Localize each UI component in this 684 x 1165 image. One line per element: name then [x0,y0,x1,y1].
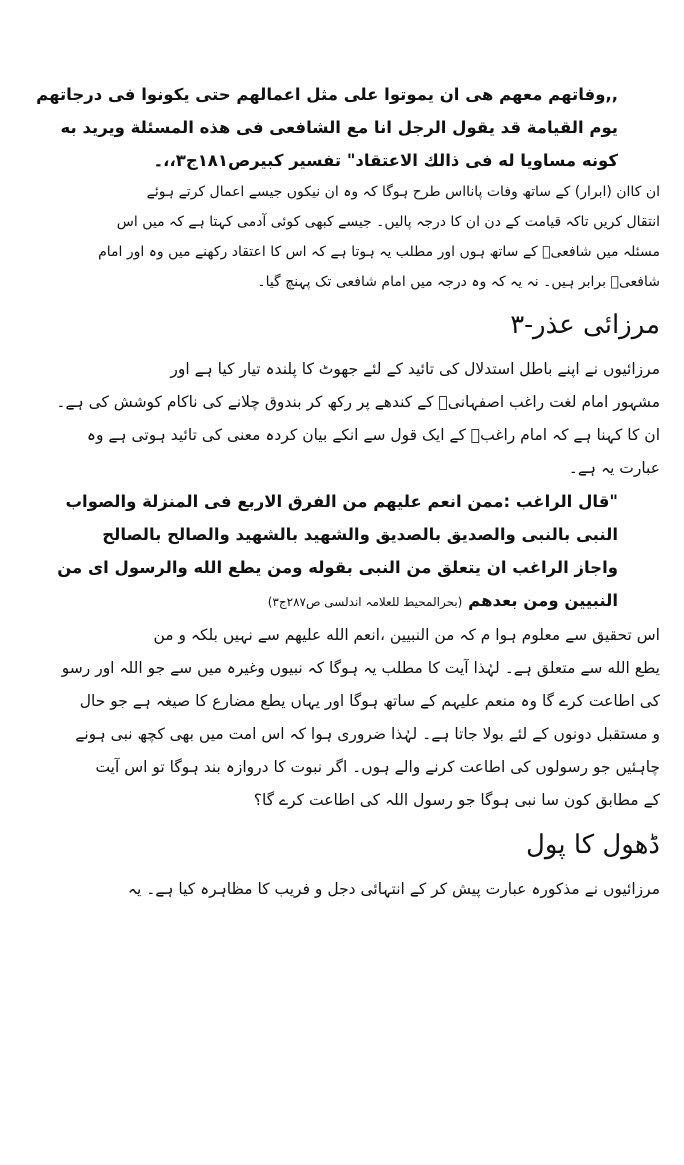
text-line [24,584,618,619]
text-line: کے مطابق کون سا نبی ہوگا جو رسول اللہ کی اطاعت کرے گا؟ [253,791,660,809]
text-line: چاہئیں جو رسولوں کی اطاعت کرنے والے ہوں۔ اگر نبوت کا دروازہ بند ہوگا تو اس آیت [95,758,660,776]
text-line: النبى بالنبى والصديق بالصديق والشهيد بالشهيد والصالح بالصالح [102,525,618,544]
paragraph [24,353,660,485]
section-heading-mirzai-objection-3: مرزائی عذر-۳ [510,310,660,340]
text-line: و مستقبل دونوں کے لئے بولا جاتا ہے۔ لہٰذا ضروری ہوا کہ اس امت میں بھی کچھ نبی ہونے [75,725,660,743]
text-line: ان کا کہنا ہے کہ امام راغبؒ کے ایک قول سے انکے بیان کردہ معنی کی تائید ہوتی ہے وہ [86,426,660,444]
paragraph [24,873,660,906]
document-page [24,78,660,906]
text-line: عبارت یہ ہے۔ [568,459,660,477]
text-line: يطع الله سے متعلق ہے۔ لہٰذا آیت کا مطلب یہ ہوگا کہ نبیوں وغیرہ میں سے جو اللہ اور رسو [61,659,660,677]
text-line: مشہور امام لغت راغب اصفہانیؒ کے کندھے پر رکھ کر بندوق چلانے کی ناکام کوشش کی ہے۔ [56,393,660,411]
arabic-quote-tafsir-kabir [24,78,660,177]
text-line: شافعیؒ برابر ہیں۔ نہ یہ کہ وہ درجہ میں امام شافعی تک پہنچ گیا۔ [257,274,660,290]
text-line: مرزائیوں نے مذکورہ عبارت پیش کر کے انتہائی دجل و فریب کا مظاہرہ کیا ہے۔ یہ [127,880,660,898]
paragraph [24,619,660,817]
text-line: ,,وفاتهم معهم هى ان يموتوا على مثل اعمالهم حتى يكونوا فى درجاتهم [36,85,618,104]
urdu-translation [24,177,660,297]
text-line: اس تحقیق سے معلوم ہوا م کہ من النبیین ،انعم الله علیهم سے نہیں بلکہ و من [153,626,660,644]
arabic-quote-raghib [24,485,660,619]
text-line: كونه مساويا له فى ذالك الاعتقاد" تفسیر کبیرص۱۸۱ج۳،،۔ [153,151,618,170]
section-heading-dhol-ka-pol: ڈھول کا پول [526,830,660,860]
quote-last-line: النبيين ومن بعدهم [468,591,618,610]
text-line: واجاز الراغب ان يتعلق من النبى بقوله ومن يطع الله والرسول اى من [57,558,618,577]
text-line: يوم القيامة قد يقول الرجل انا مع الشافعى فى هذه المسئلة ويريد به [60,118,618,137]
text-line: "قال الراغب :ممن انعم عليهم من الفرق الاربع فى المنزلة والصواب [65,492,618,511]
citation: (بحرالمحیط للعلامہ اندلسی ص۲۸۷ج۳) [267,595,463,609]
text-line: انتقال کریں تاکہ قیامت کے دن ان کا درجہ پالیں۔ جیسے کبھی کوئی آدمی کہتا ہے کہ میں اس [116,214,660,230]
text-line: کی اطاعت کرے گا وہ منعم علیہم کے ساتھ ہوگا اور یہاں یطع مضارع کا صیغہ ہے جو حال [79,692,660,710]
text-line: ان کاان (ابرار) کے ساتھ وفات پانااس طرح ہوگا کہ وہ ان نیکوں جیسے اعمال کرتے ہوئے [146,184,660,200]
text-line: مسئلہ میں شافعیؒ کے ساتھ ہوں اور مطلب یہ ہوتا ہے کہ اس کا اعتقاد رکھنے میں وہ اور امام [98,244,660,260]
text-line: مرزائیوں نے اپنے باطل استدلال کی تائید کے لئے جھوٹ کا پلندہ تیار کیا ہے اور [170,360,660,378]
